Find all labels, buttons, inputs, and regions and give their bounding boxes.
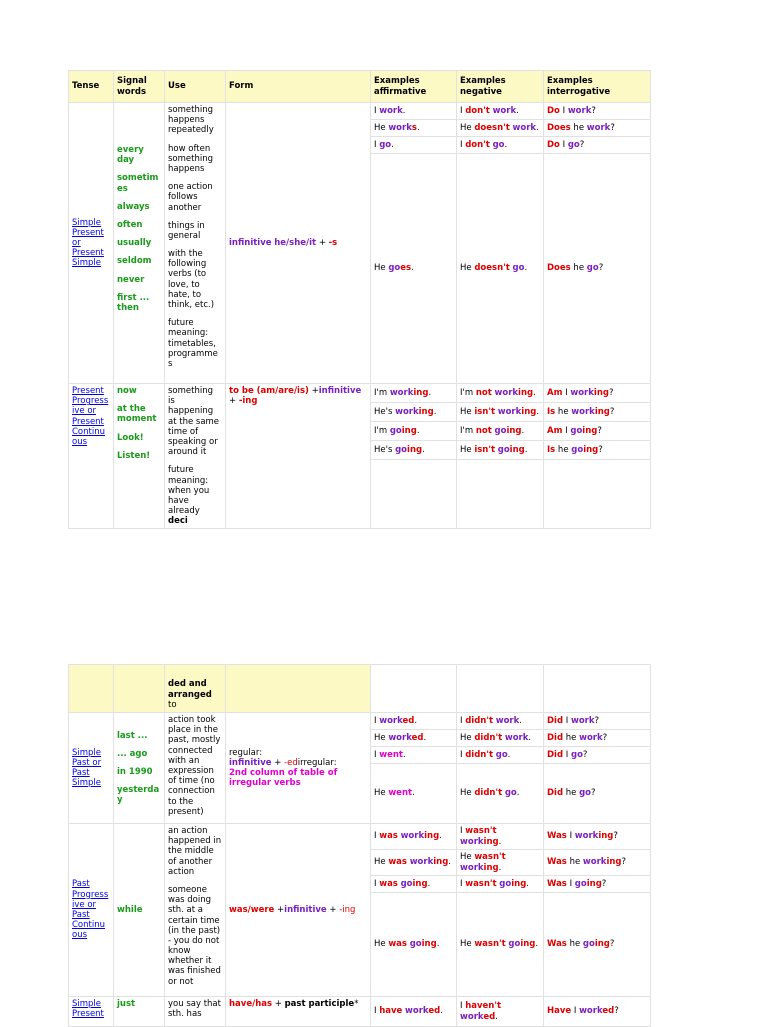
negative-example: I don't work.: [457, 103, 544, 120]
negative-example: I haven't worked.: [457, 997, 544, 1027]
form-part: +: [318, 237, 326, 248]
use-text: action took place in the past, mostly connected with an expression of time (no connection to the present): [168, 715, 221, 817]
use-text: something is happening at the same time of speaking or around it: [168, 386, 220, 458]
interrogative-example: Is he working?: [544, 403, 651, 422]
tenses-table-1: [68, 70, 651, 529]
interrogative-example: Do I go?: [544, 137, 651, 154]
signal-word: just: [117, 999, 136, 1009]
tense-cell: [69, 384, 114, 529]
signal-words-cell: [114, 713, 165, 824]
header-interrogative: Examples interrogative: [544, 71, 651, 103]
form-part: -s: [328, 237, 338, 248]
use-text: an action happened in the middle of another action: [168, 826, 222, 877]
signal-word: always: [117, 201, 150, 212]
affirmative-example: I worked.: [371, 713, 457, 730]
form-part: +: [329, 904, 337, 915]
header-tense: Tense: [69, 71, 114, 103]
form-part: infinitive: [229, 757, 272, 768]
negative-example: I don't go.: [457, 137, 544, 154]
interrogative-example: Do I work?: [544, 103, 651, 120]
negative-example: I'm not going.: [457, 422, 544, 441]
empty-cell: [69, 665, 114, 713]
form-part: past participle: [284, 999, 355, 1009]
signal-word: Look!: [117, 432, 144, 443]
form-part: infinitive: [318, 386, 362, 396]
tense-cell: [69, 824, 114, 997]
form-part: +: [274, 999, 282, 1009]
affirmative-example: He works.: [371, 120, 457, 137]
empty-cell: [371, 460, 457, 529]
empty-cell: [457, 665, 544, 713]
interrogative-example: Does he work?: [544, 120, 651, 137]
use-cell: [165, 997, 226, 1027]
use-text: something happens repeatedly: [168, 105, 214, 136]
affirmative-example: He was going.: [371, 893, 457, 997]
header-form: Form: [226, 71, 371, 103]
continuation-text: ded and: [168, 679, 207, 690]
header-affirmative: Examples affirmative: [371, 71, 457, 103]
form-part: regular:: [229, 747, 263, 758]
interrogative-example: Does he go?: [544, 154, 651, 384]
empty-cell: [457, 460, 544, 529]
form-cell: [226, 103, 371, 384]
affirmative-example: I was working.: [371, 824, 457, 850]
form-part: infinitive: [229, 237, 272, 248]
affirmative-example: He's going.: [371, 441, 457, 460]
tense-link-simple-past[interactable]: Simple Past or Past Simple: [72, 747, 102, 789]
signal-word: while: [117, 904, 143, 915]
affirmative-example: I have worked.: [371, 997, 457, 1027]
interrogative-example: Am I working?: [544, 384, 651, 403]
affirmative-example: I work.: [371, 103, 457, 120]
use-text: how often something happens: [168, 143, 214, 174]
interrogative-example: Was I going?: [544, 876, 651, 893]
empty-cell: [371, 665, 457, 713]
use-text: future meaning: when you have already: [168, 465, 210, 517]
form-part: to be (am/are/is): [229, 386, 309, 396]
use-cell: [165, 103, 226, 384]
affirmative-example: I go.: [371, 137, 457, 154]
signal-word: never: [117, 274, 145, 285]
affirmative-example: He goes.: [371, 154, 457, 384]
form-part: +: [274, 757, 282, 768]
signal-words-cell: [114, 103, 165, 384]
interrogative-example: Was he going?: [544, 893, 651, 997]
negative-example: He didn't go.: [457, 764, 544, 824]
affirmative-example: He was working.: [371, 850, 457, 876]
form-part: irregular:: [297, 757, 337, 768]
form-cell: [226, 997, 371, 1027]
signal-word: usually: [117, 238, 152, 249]
use-cell: [165, 824, 226, 997]
affirmative-example: He worked.: [371, 730, 457, 747]
use-cell: [165, 713, 226, 824]
tense-cell: [69, 713, 114, 824]
continuation-text: to: [168, 699, 177, 710]
negative-example: He wasn't going.: [457, 893, 544, 997]
signal-words-cell: [114, 384, 165, 529]
negative-example: I didn't go.: [457, 747, 544, 764]
signal-word: ... ago: [117, 748, 148, 759]
tense-link-past-progressive[interactable]: Past Progressive or Past Continuous: [72, 879, 109, 941]
empty-cell: [544, 460, 651, 529]
negative-example: He isn't working.: [457, 403, 544, 422]
header-negative: Examples negative: [457, 71, 544, 103]
negative-example: I wasn't going.: [457, 876, 544, 893]
form-part: infinitive: [284, 904, 327, 915]
negative-example: He isn't going.: [457, 441, 544, 460]
signal-word: first ... then: [117, 292, 150, 313]
form-part: *: [354, 999, 359, 1009]
form-cell: [226, 384, 371, 529]
interrogative-example: Was I working?: [544, 824, 651, 850]
negative-example: He doesn't work.: [457, 120, 544, 137]
tense-link-present-progressive[interactable]: Present Progressive or Present Continuous: [72, 386, 109, 447]
tense-link-present-perfect[interactable]: Simple Present: [72, 999, 104, 1020]
form-part: he/she/it: [274, 237, 317, 248]
interrogative-example: Have I worked?: [544, 997, 651, 1027]
negative-example: He didn't work.: [457, 730, 544, 747]
signal-word: last ...: [117, 730, 148, 741]
affirmative-example: I'm going.: [371, 422, 457, 441]
affirmative-example: I was going.: [371, 876, 457, 893]
use-text: someone was doing sth. at a certain time (in the past) - you do not know whether it was finished or not: [168, 884, 221, 987]
affirmative-example: I'm working.: [371, 384, 457, 403]
signal-word: Listen!: [117, 450, 151, 461]
interrogative-example: Is he going?: [544, 441, 651, 460]
signal-word: at the moment: [117, 404, 157, 425]
empty-cell: [226, 665, 371, 713]
interrogative-example: Did he work?: [544, 730, 651, 747]
signal-word: in 1990: [117, 766, 153, 777]
signal-word: every day: [117, 145, 144, 166]
negative-example: I didn't work.: [457, 713, 544, 730]
use-text: future meaning: timetables, programmes: [168, 318, 218, 369]
use-text-bold: deci: [168, 516, 188, 527]
form-cell: [226, 713, 371, 824]
form-part: -ed: [284, 757, 298, 768]
header-use: Use: [165, 71, 226, 103]
interrogative-example: Did I go?: [544, 747, 651, 764]
signal-words-cell: [114, 997, 165, 1027]
tense-cell: [69, 103, 114, 384]
form-part: was/were: [229, 904, 275, 915]
use-text: things in general: [168, 220, 205, 241]
negative-example: I'm not working.: [457, 384, 544, 403]
negative-example: He wasn't working.: [457, 850, 544, 876]
interrogative-example: Was he working?: [544, 850, 651, 876]
form-part: +: [311, 386, 319, 396]
affirmative-example: He's working.: [371, 403, 457, 422]
form-part: +: [277, 904, 285, 915]
form-part: -ing: [339, 904, 356, 915]
affirmative-example: I went.: [371, 747, 457, 764]
form-part: have/has: [229, 999, 273, 1009]
empty-cell: [114, 665, 165, 713]
continuation-cell: [165, 665, 226, 713]
header-signal-words: Signal words: [114, 71, 165, 103]
interrogative-example: Did he go?: [544, 764, 651, 824]
signal-word: sometimes: [117, 173, 159, 194]
negative-example: I wasn't working.: [457, 824, 544, 850]
interrogative-example: Am I going?: [544, 422, 651, 441]
use-cell: [165, 384, 226, 529]
use-text: with the following verbs (to love, to hate, to think, etc.): [168, 249, 215, 310]
signal-word: seldom: [117, 256, 152, 267]
signal-words-cell: [114, 824, 165, 997]
form-part: -ing: [238, 396, 258, 407]
tense-cell: [69, 997, 114, 1027]
tense-link-simple-present[interactable]: Simple Present or Present Simple: [72, 217, 104, 269]
empty-cell: [544, 665, 651, 713]
signal-word: often: [117, 219, 143, 230]
affirmative-example: He went.: [371, 764, 457, 824]
form-part: 2nd column of table of irregular verbs: [229, 768, 338, 789]
form-cell: [226, 824, 371, 997]
use-text: one action follows another: [168, 182, 213, 213]
signal-word: yesterday: [117, 785, 160, 806]
negative-example: He doesn't go.: [457, 154, 544, 384]
continuation-text: arranged: [168, 689, 212, 700]
use-text: you say that sth. has: [168, 999, 221, 1020]
interrogative-example: Did I work?: [544, 713, 651, 730]
form-part: +: [229, 396, 237, 407]
tenses-table-2: [68, 664, 651, 1027]
signal-word: now: [117, 386, 137, 396]
